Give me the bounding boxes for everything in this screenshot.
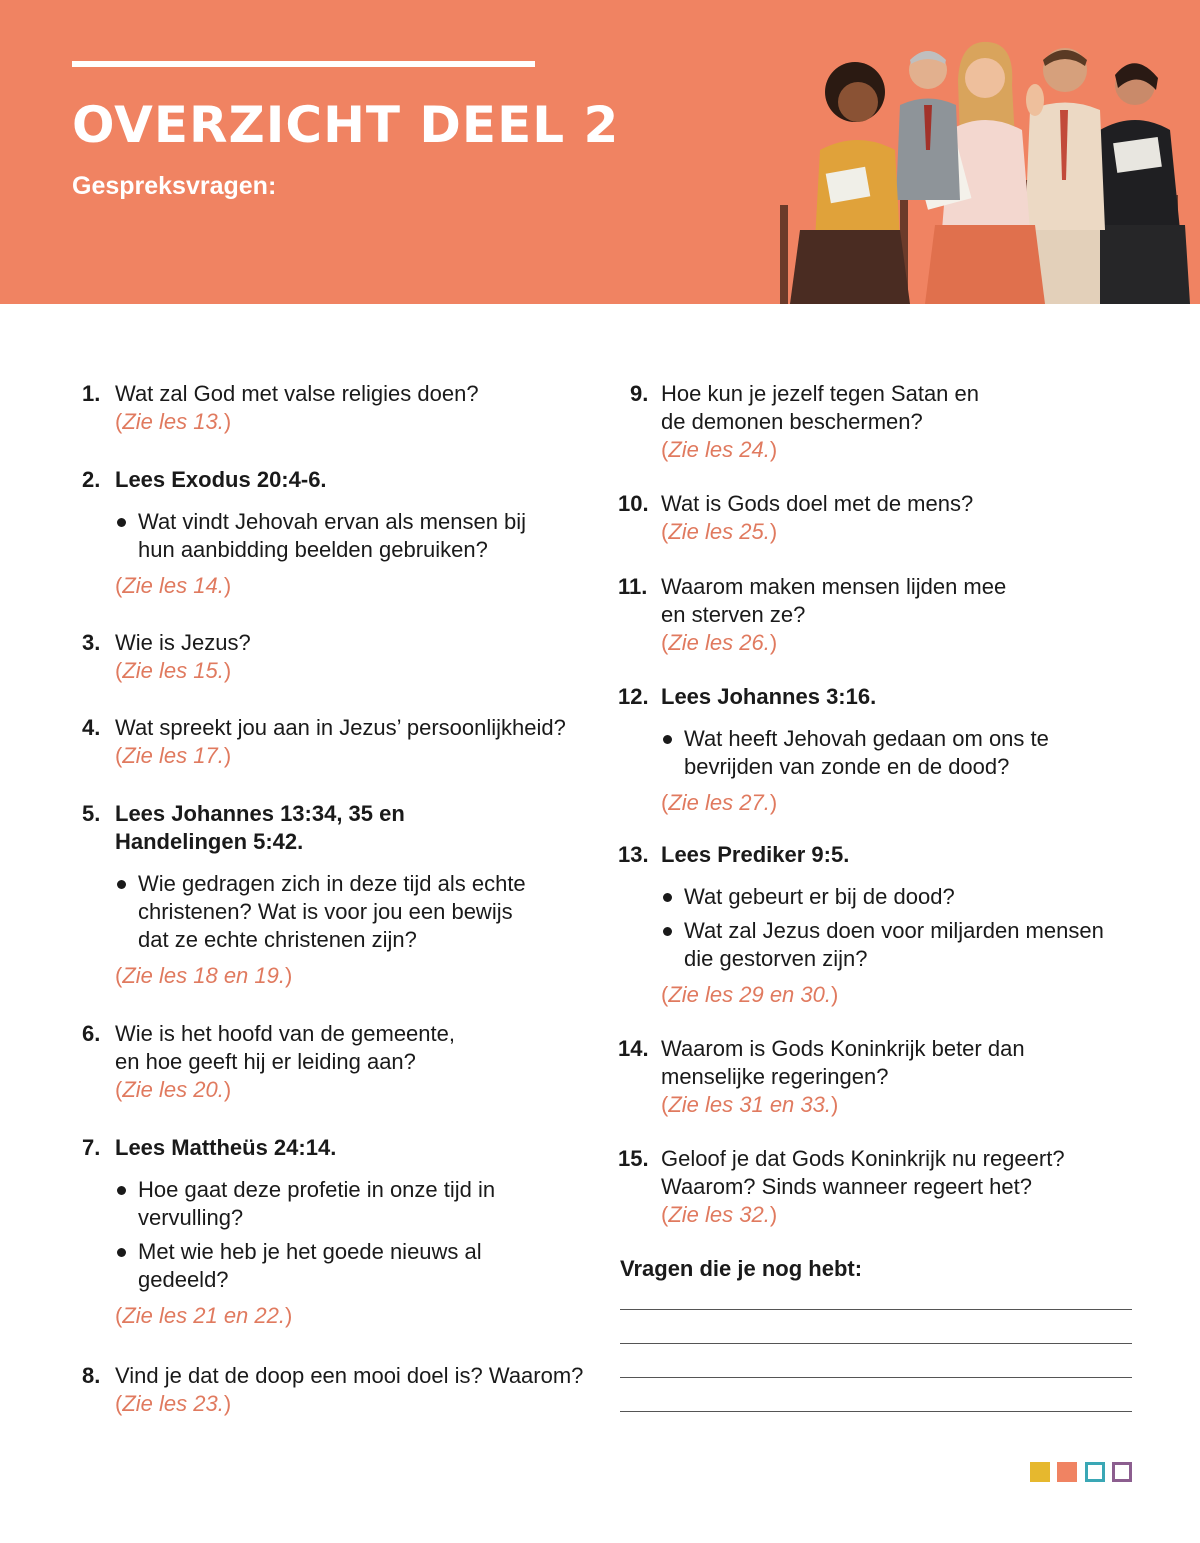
notes-title: Vragen die je nog hebt: bbox=[620, 1256, 863, 1281]
lesson-reference: (Zie les 27.) bbox=[661, 790, 778, 815]
question-number: 11. bbox=[618, 574, 648, 599]
question-text: Wat spreekt jou aan in Jezus’ persoonlijkheid? bbox=[115, 715, 566, 740]
header-rule bbox=[72, 61, 535, 67]
lesson-reference: (Zie les 26.) bbox=[661, 630, 778, 655]
people-seated-illustration bbox=[760, 30, 1200, 304]
question-1 bbox=[82, 380, 479, 436]
question-11 bbox=[618, 573, 1138, 657]
question-5 bbox=[82, 800, 597, 990]
question-12 bbox=[618, 683, 1138, 817]
question-14 bbox=[618, 1035, 1138, 1119]
question-number: 13. bbox=[618, 842, 649, 867]
question-text: Wat zal God met valse religies doen? bbox=[115, 381, 479, 406]
question-text: Wie is Jezus? bbox=[115, 630, 251, 655]
orange-square-icon bbox=[1057, 1462, 1077, 1482]
lesson-reference: (Zie les 24.) bbox=[661, 437, 778, 462]
question-text: Geloof je dat Gods Koninkrijk nu regeert? Waarom? Sinds wanneer regeert het? bbox=[661, 1146, 1065, 1199]
question-number: 15. bbox=[618, 1146, 649, 1171]
question-number: 9. bbox=[630, 381, 649, 406]
bullet-list bbox=[82, 1176, 597, 1294]
teal-outline-square-icon bbox=[1085, 1462, 1105, 1482]
bullet-item: Wat zal Jezus doen voor miljarden mensen die gestorven zijn? bbox=[661, 917, 1134, 973]
question-text: Wat is Gods doel met de mens? bbox=[661, 491, 974, 516]
lesson-reference: (Zie les 29 en 30.) bbox=[661, 982, 839, 1007]
question-10 bbox=[618, 490, 1138, 546]
page-subtitle: Gespreksvragen: bbox=[72, 172, 277, 200]
lesson-reference: (Zie les 14.) bbox=[115, 573, 232, 598]
yellow-square-icon bbox=[1030, 1462, 1050, 1482]
bullet-item: Met wie heb je het goede nieuws al gedeeld? bbox=[115, 1238, 538, 1294]
question-6 bbox=[82, 1020, 597, 1104]
page-title: OVERZICHT DEEL 2 bbox=[72, 96, 620, 154]
lesson-reference: (Zie les 20.) bbox=[115, 1077, 232, 1102]
question-15 bbox=[618, 1145, 1138, 1229]
question-number: 2. bbox=[82, 467, 101, 492]
lesson-reference: (Zie les 18 en 19.) bbox=[115, 963, 293, 988]
bullet-item: Wat vindt Jehovah ervan als mensen bij hun aanbidding beelden gebruiken? bbox=[115, 508, 558, 564]
lesson-reference: (Zie les 25.) bbox=[661, 519, 778, 544]
question-text: Waarom is Gods Koninkrijk beter dan menselijke regeringen? bbox=[661, 1036, 1025, 1089]
note-line bbox=[620, 1309, 1132, 1310]
question-9 bbox=[618, 380, 1138, 464]
question-number: 12. bbox=[618, 684, 649, 709]
question-text: Lees Johannes 3:16. bbox=[661, 684, 877, 709]
question-13 bbox=[618, 841, 1138, 1009]
question-4 bbox=[82, 714, 597, 770]
bullet-item: Hoe gaat deze profetie in onze tijd in vervulling? bbox=[115, 1176, 538, 1232]
purple-outline-square-icon bbox=[1112, 1462, 1132, 1482]
bullet-list bbox=[618, 883, 1138, 973]
question-text: Wie is het hoofd van de gemeente, en hoe geeft hij er leiding aan? bbox=[115, 1021, 455, 1074]
bullet-item: Wat gebeurt er bij de dood? bbox=[661, 883, 1138, 911]
question-number: 1. bbox=[82, 381, 101, 406]
question-number: 5. bbox=[82, 801, 101, 826]
bullet-item: Wat heeft Jehovah gedaan om ons te bevrijden van zonde en de dood? bbox=[661, 725, 1054, 781]
question-7 bbox=[82, 1134, 597, 1330]
lesson-reference: (Zie les 15.) bbox=[115, 658, 232, 683]
question-text: Vind je dat de doop een mooi doel is? Waarom? bbox=[115, 1363, 584, 1388]
bullet-item: Wie gedragen zich in deze tijd als echte christenen? Wat is voor jou een bewijs dat ze echte christenen zijn? bbox=[115, 870, 548, 954]
bullet-list bbox=[82, 870, 597, 954]
question-number: 3. bbox=[82, 630, 101, 655]
lesson-reference: (Zie les 31 en 33.) bbox=[661, 1092, 839, 1117]
note-line bbox=[620, 1377, 1132, 1378]
question-3 bbox=[82, 629, 251, 685]
question-2 bbox=[82, 466, 597, 600]
question-text: Lees Prediker 9:5. bbox=[661, 842, 850, 867]
question-number: 6. bbox=[82, 1021, 101, 1046]
question-text: Waarom maken mensen lijden mee en sterven ze? bbox=[661, 574, 1007, 627]
bullet-list bbox=[82, 508, 597, 564]
lesson-reference: (Zie les 21 en 22.) bbox=[115, 1303, 293, 1328]
question-number: 10. bbox=[618, 491, 649, 516]
lesson-reference: (Zie les 23.) bbox=[115, 1391, 232, 1416]
note-line bbox=[620, 1343, 1132, 1344]
header-banner bbox=[0, 0, 1200, 304]
question-number: 7. bbox=[82, 1135, 101, 1160]
lesson-reference: (Zie les 17.) bbox=[115, 743, 232, 768]
question-text: Lees Mattheüs 24:14. bbox=[115, 1135, 337, 1160]
bullet-list bbox=[618, 725, 1138, 781]
lesson-reference: (Zie les 13.) bbox=[115, 409, 232, 434]
question-text: Lees Johannes 13:34, 35 en Handelingen 5:42. bbox=[115, 801, 405, 854]
lesson-reference: (Zie les 32.) bbox=[661, 1202, 778, 1227]
note-line bbox=[620, 1411, 1132, 1412]
question-number: 4. bbox=[82, 715, 101, 740]
question-8 bbox=[82, 1362, 602, 1418]
question-text: Hoe kun je jezelf tegen Satan en de demonen beschermen? bbox=[661, 381, 980, 434]
question-number: 14. bbox=[618, 1036, 649, 1061]
question-number: 8. bbox=[82, 1363, 101, 1388]
question-text: Lees Exodus 20:4-6. bbox=[115, 467, 327, 492]
